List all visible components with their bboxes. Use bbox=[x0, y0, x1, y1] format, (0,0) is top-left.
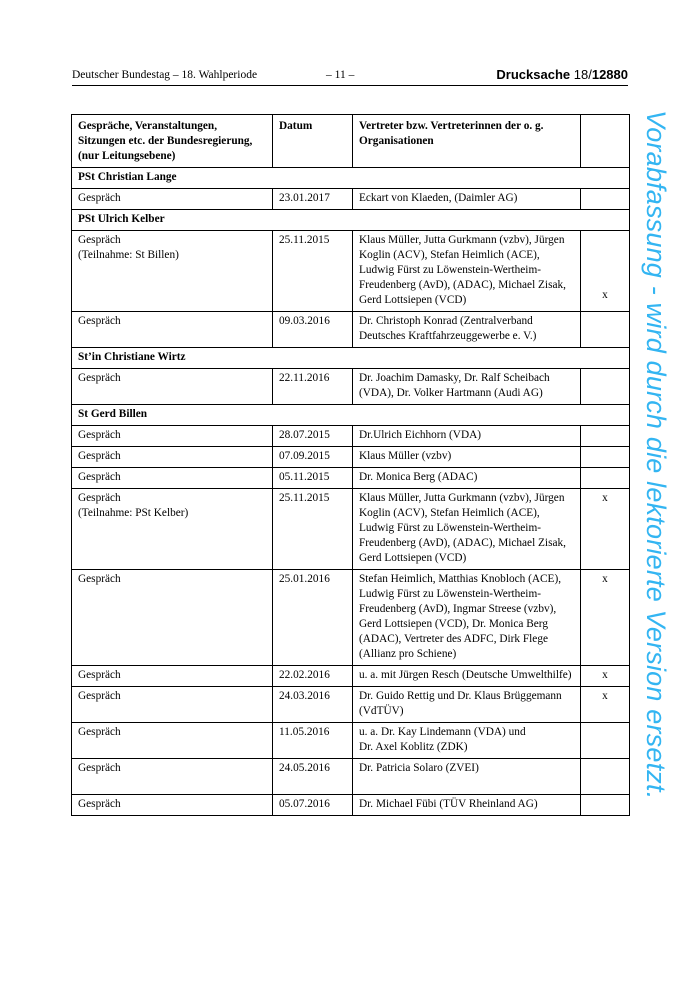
cell-representatives: u. a. Dr. Kay Lindemann (VDA) und Dr. Axel Koblitz (ZDK) bbox=[353, 723, 581, 759]
cell-representatives: Dr. Guido Rettig und Dr. Klaus Brüggemann (VdTÜV) bbox=[353, 687, 581, 723]
draft-watermark: Vorabfassung - wird durch die lektorierte Version ersetzt. bbox=[641, 110, 671, 800]
cell-mark bbox=[581, 759, 630, 795]
cell-event: Gespräch bbox=[72, 468, 273, 489]
cell-event: Gespräch bbox=[72, 759, 273, 795]
table-row bbox=[72, 231, 630, 312]
cell-representatives: Klaus Müller (vzbv) bbox=[353, 447, 581, 468]
column-header-mark bbox=[581, 115, 630, 168]
cell-representatives: Dr. Christoph Konrad (Zentralverband Deutsches Kraftfahrzeuggewerbe e. V.) bbox=[353, 312, 581, 348]
cell-date: 09.03.2016 bbox=[273, 312, 353, 348]
cell-mark: x bbox=[581, 231, 630, 312]
cell-event: Gespräch bbox=[72, 723, 273, 759]
cell-mark bbox=[581, 426, 630, 447]
section-title: PSt Christian Lange bbox=[72, 168, 630, 189]
table-row bbox=[72, 723, 630, 759]
cell-mark: x bbox=[581, 666, 630, 687]
column-header-date: Datum bbox=[273, 115, 353, 168]
table-row bbox=[72, 447, 630, 468]
cell-date: 11.05.2016 bbox=[273, 723, 353, 759]
cell-representatives: Eckart von Klaeden, (Daimler AG) bbox=[353, 189, 581, 210]
cell-mark bbox=[581, 369, 630, 405]
table-row bbox=[72, 189, 630, 210]
cell-event: Gespräch bbox=[72, 666, 273, 687]
cell-event: Gespräch bbox=[72, 369, 273, 405]
section-title: St’in Christiane Wirtz bbox=[72, 348, 630, 369]
cell-date: 25.01.2016 bbox=[273, 570, 353, 666]
cell-date: 22.02.2016 bbox=[273, 666, 353, 687]
cell-event: Gespräch bbox=[72, 687, 273, 723]
cell-event: Gespräch bbox=[72, 189, 273, 210]
cell-event: Gespräch bbox=[72, 447, 273, 468]
cell-event: Gespräch bbox=[72, 795, 273, 816]
meetings-table bbox=[71, 114, 630, 816]
document-number bbox=[496, 67, 628, 82]
column-header-representatives: Vertreter bzw. Vertreterinnen der o. g. Organisationen bbox=[353, 115, 581, 168]
cell-date: 05.07.2016 bbox=[273, 795, 353, 816]
cell-date: 22.11.2016 bbox=[273, 369, 353, 405]
section-row bbox=[72, 210, 630, 231]
cell-date: 24.03.2016 bbox=[273, 687, 353, 723]
table-row bbox=[72, 759, 630, 795]
page-number: – 11 – bbox=[326, 69, 355, 81]
cell-date: 28.07.2015 bbox=[273, 426, 353, 447]
cell-event: Gespräch (Teilnahme: St Billen) bbox=[72, 231, 273, 312]
table-header-row bbox=[72, 115, 630, 168]
cell-event: Gespräch bbox=[72, 312, 273, 348]
page-header bbox=[72, 67, 628, 86]
cell-representatives: Dr. Michael Fübi (TÜV Rheinland AG) bbox=[353, 795, 581, 816]
document-number-prefix: 18/ bbox=[573, 67, 592, 82]
table-row bbox=[72, 570, 630, 666]
cell-date: 25.11.2015 bbox=[273, 489, 353, 570]
cell-mark bbox=[581, 189, 630, 210]
cell-mark bbox=[581, 468, 630, 489]
table-row bbox=[72, 369, 630, 405]
header-publication: Deutscher Bundestag – 18. Wahlperiode bbox=[72, 69, 258, 81]
section-row bbox=[72, 168, 630, 189]
section-row bbox=[72, 348, 630, 369]
cell-date: 24.05.2016 bbox=[273, 759, 353, 795]
section-title: St Gerd Billen bbox=[72, 405, 630, 426]
cell-mark bbox=[581, 795, 630, 816]
table-row bbox=[72, 687, 630, 723]
cell-mark: x bbox=[581, 570, 630, 666]
cell-event: Gespräch bbox=[72, 426, 273, 447]
cell-representatives: Klaus Müller, Jutta Gurkmann (vzbv), Jürgen Koglin (ACV), Stefan Heimlich (ACE), Ludwig Fürst zu Löwenstein-Wertheim-Freudenberg (AvD), (ADAC), Michael Zisak, Gerd Lottsiepen (VCD) bbox=[353, 489, 581, 570]
table-row bbox=[72, 426, 630, 447]
cell-event: Gespräch (Teilnahme: PSt Kelber) bbox=[72, 489, 273, 570]
table-row bbox=[72, 489, 630, 570]
cell-date: 23.01.2017 bbox=[273, 189, 353, 210]
section-row bbox=[72, 405, 630, 426]
cell-representatives: Dr. Joachim Damasky, Dr. Ralf Scheibach (VDA), Dr. Volker Hartmann (Audi AG) bbox=[353, 369, 581, 405]
cell-date: 05.11.2015 bbox=[273, 468, 353, 489]
cell-mark: x bbox=[581, 489, 630, 570]
table-body bbox=[72, 168, 630, 816]
cell-representatives: Dr.Ulrich Eichhorn (VDA) bbox=[353, 426, 581, 447]
cell-date: 07.09.2015 bbox=[273, 447, 353, 468]
cell-representatives: u. a. mit Jürgen Resch (Deutsche Umwelthilfe) bbox=[353, 666, 581, 687]
cell-mark bbox=[581, 447, 630, 468]
table-row bbox=[72, 468, 630, 489]
cell-representatives: Stefan Heimlich, Matthias Knobloch (ACE), Ludwig Fürst zu Löwenstein-Wertheim-Freudenberg (AvD), Ingmar Streese (vzbv), Gerd Lottsiepen (VCD), Dr. Monica Berg (ADAC), Vertreter des ADFC, Dirk Flege (Allianz pro Schiene) bbox=[353, 570, 581, 666]
cell-representatives: Dr. Patricia Solaro (ZVEI) bbox=[353, 759, 581, 795]
column-header-event: Gespräche, Veranstaltungen, Sitzungen etc. der Bundesregierung, (nur Leitungsebene) bbox=[72, 115, 273, 168]
cell-mark bbox=[581, 723, 630, 759]
document-number-value: 12880 bbox=[591, 67, 628, 82]
cell-representatives: Dr. Monica Berg (ADAC) bbox=[353, 468, 581, 489]
table-row bbox=[72, 666, 630, 687]
cell-date: 25.11.2015 bbox=[273, 231, 353, 312]
cell-event: Gespräch bbox=[72, 570, 273, 666]
table-row bbox=[72, 795, 630, 816]
cell-mark bbox=[581, 312, 630, 348]
section-title: PSt Ulrich Kelber bbox=[72, 210, 630, 231]
cell-mark: x bbox=[581, 687, 630, 723]
table-row bbox=[72, 312, 630, 348]
document-label: Drucksache bbox=[496, 67, 571, 82]
cell-representatives: Klaus Müller, Jutta Gurkmann (vzbv), Jürgen Koglin (ACV), Stefan Heimlich (ACE), Ludwig Fürst zu Löwenstein-Wertheim-Freudenberg (AvD), (ADAC), Michael Zisak, Gerd Lottsiepen (VCD) bbox=[353, 231, 581, 312]
